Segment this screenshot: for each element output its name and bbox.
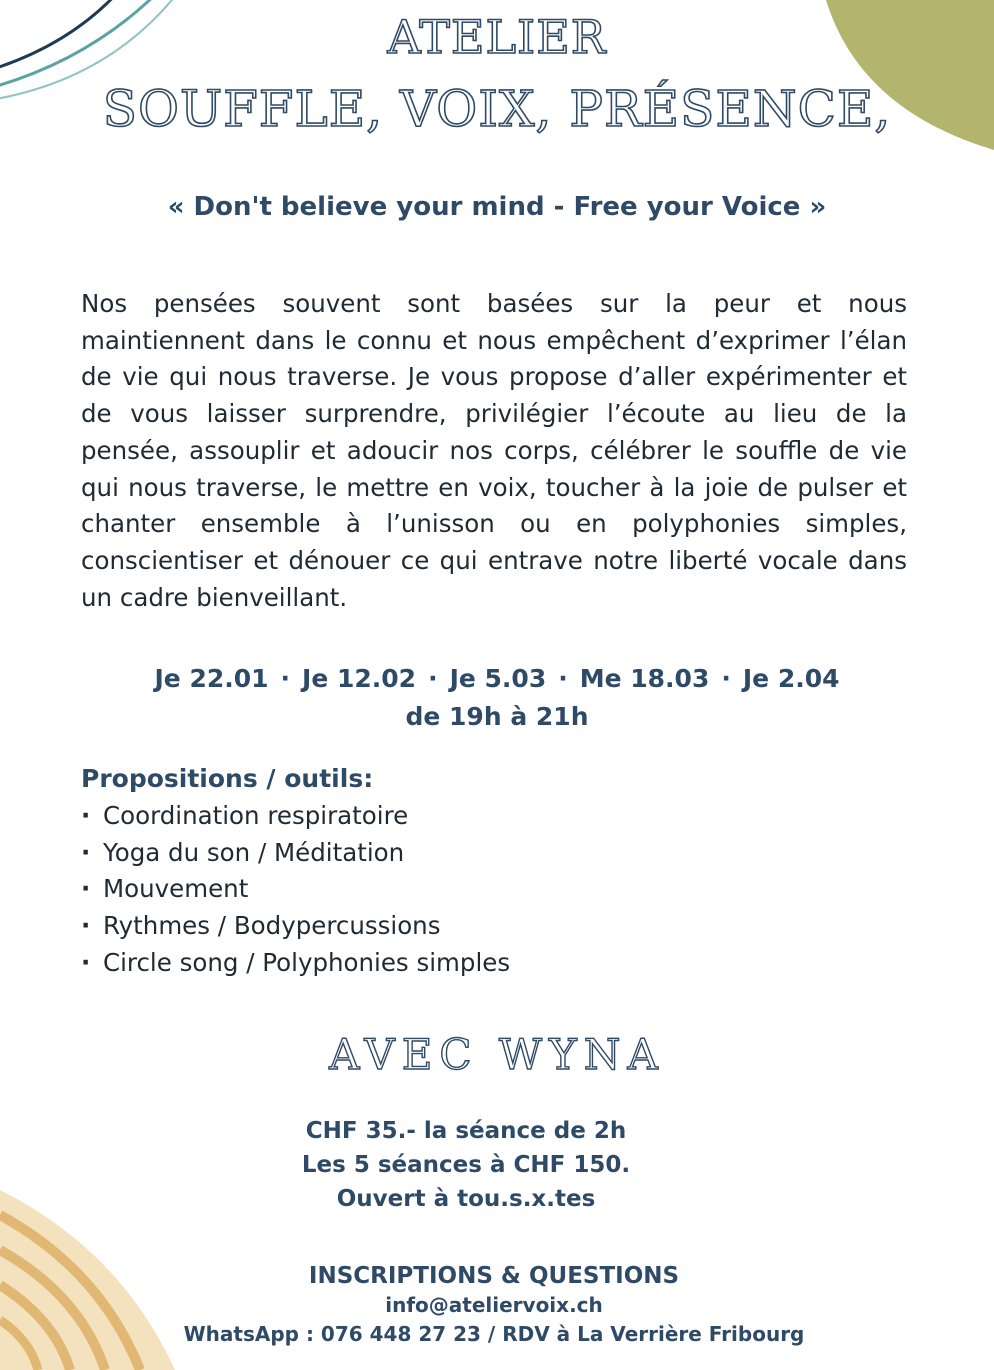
contact-heading: INSCRIPTIONS & QUESTIONS xyxy=(308,1263,680,1289)
propositions-list xyxy=(81,798,510,982)
contact-email[interactable]: info@ateliervoix.ch xyxy=(385,1293,603,1317)
open-to-all: Ouvert à tou.s.x.tes xyxy=(336,1186,596,1212)
list-item: · Mouvement xyxy=(81,871,510,908)
intro-paragraph: Nos pensées souvent sont basées sur la peur et nous maintiennent dans le connu et nous empêchent d’exprimer l’élan de vie qui nous traverse. Je vous propose d’aller expérimenter et de vous laisser surprendre, privilégier l’écoute au lieu de la pensée, assouplir et adoucir nos corps, célébrer le souffle de vie qui nous traverse, le mettre en voix, toucher à la joie de pulser et chanter ensemble à l’unisson ou en polyphonies simples, conscientiser et dénouer ce qui entrave notre liberté vocale dans un cadre bienveillant. xyxy=(81,289,907,612)
contact-block xyxy=(0,1262,988,1349)
list-item: · Circle song / Polyphonies simples xyxy=(81,945,510,982)
contact-whatsapp[interactable]: WhatsApp : 076 448 27 23 / RDV à La Verrière Fribourg xyxy=(183,1322,805,1346)
dates-list xyxy=(0,660,994,698)
tagline-quote: « Don't believe your mind - Free your Voice » xyxy=(167,192,827,222)
date-separator: · xyxy=(428,664,438,693)
list-item: · Coordination respiratoire xyxy=(81,798,510,835)
title-line-2: SOUFFLE, VOIX, PRÉSENCE, xyxy=(102,80,892,138)
pricing-block xyxy=(0,1114,932,1216)
date-separator: · xyxy=(558,664,568,693)
date-separator: · xyxy=(721,664,731,693)
time-range: de 19h à 21h xyxy=(405,702,589,731)
date-separator: · xyxy=(280,664,291,693)
price-per-session: CHF 35.- la séance de 2h xyxy=(305,1118,627,1144)
date-item: Je 22.01 xyxy=(154,664,269,693)
price-package: Les 5 séances à CHF 150. xyxy=(301,1152,631,1178)
title-line-1: ATELIER xyxy=(387,10,607,64)
date-item: Je 2.04 xyxy=(742,664,840,693)
propositions-heading: Propositions / outils: xyxy=(81,764,374,793)
list-item: · Yoga du son / Méditation xyxy=(81,835,510,872)
date-item: Je 12.02 xyxy=(302,664,417,693)
facilitator-heading: AVEC WYNA xyxy=(329,1030,665,1079)
date-item: Je 5.03 xyxy=(449,664,547,693)
list-item: · Rythmes / Bodypercussions xyxy=(81,908,510,945)
dates-block xyxy=(0,660,994,736)
date-item: Me 18.03 xyxy=(579,664,710,693)
